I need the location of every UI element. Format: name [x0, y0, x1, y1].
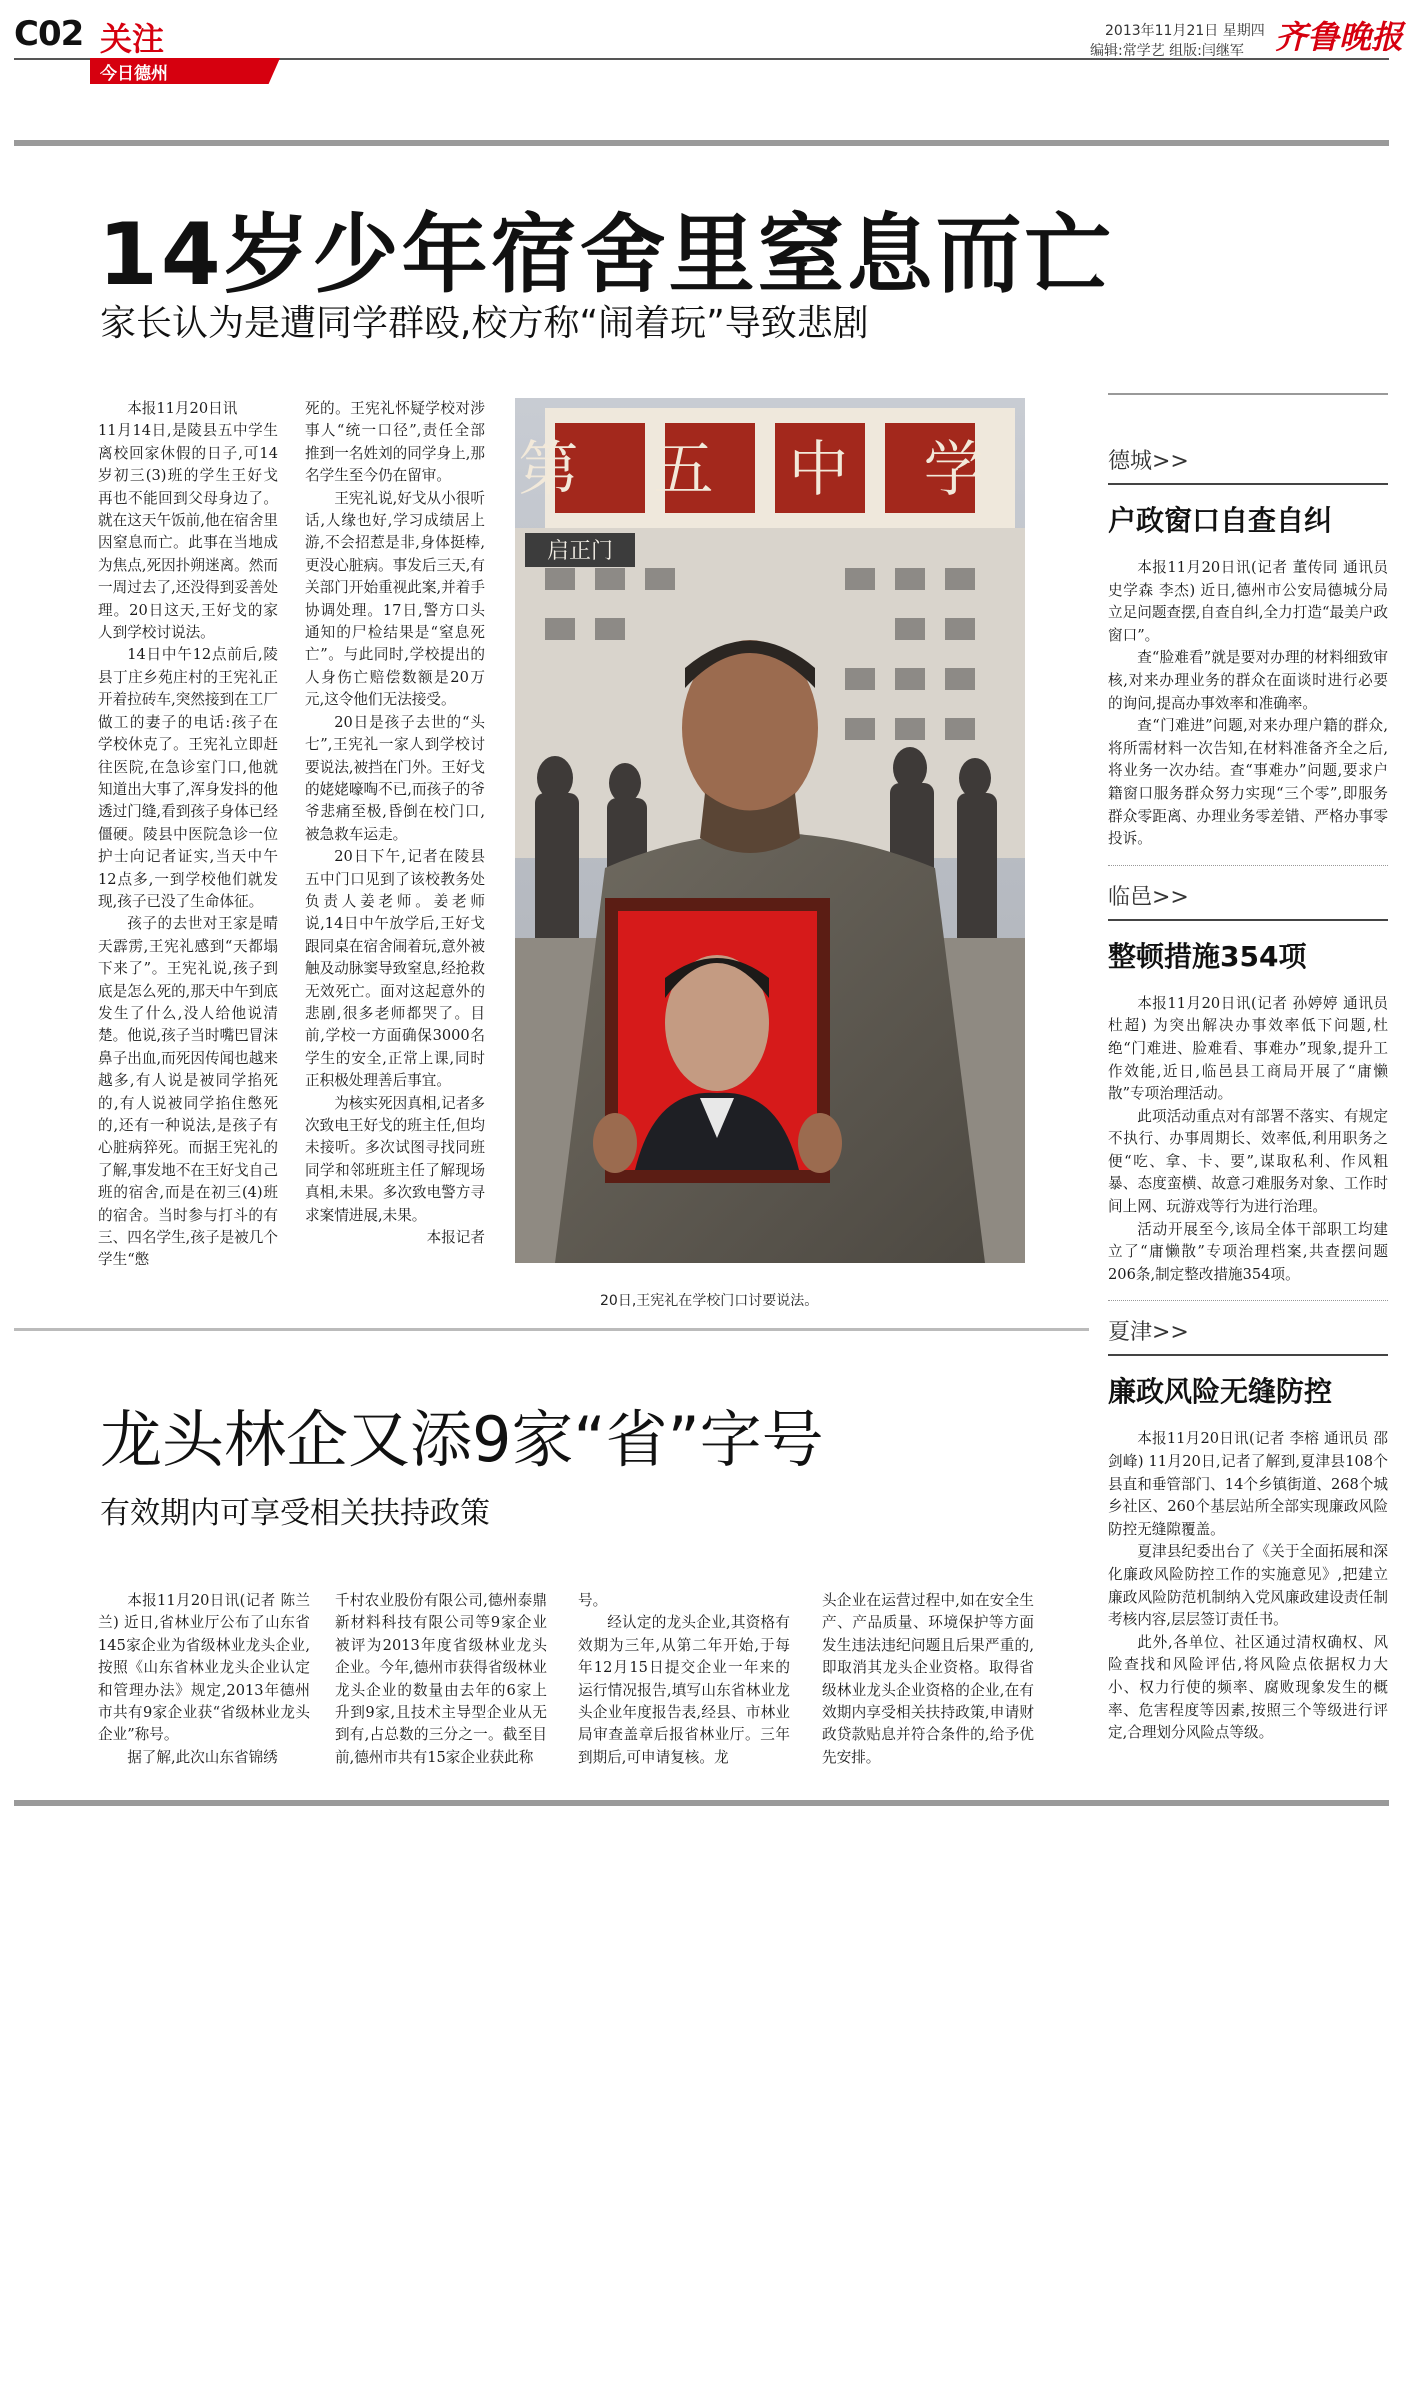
brief-body	[1108, 993, 1388, 1287]
story2-paragraph: 千村农业股份有限公司,德州泰鼎新材料科技有限公司等9家企业被评为2013年度省级林业龙头企业。今年,德州市获得省级林业龙头企业的数量由去年的6家上升到9家,且技术主导型企业从无到有,占总数的三分之一。截至目前,德州市共有15家企业获此称	[335, 1592, 547, 1766]
story2-column-4	[822, 1590, 1034, 1769]
photo-illustration	[515, 398, 1025, 1263]
story1-paragraph: 20日下午,记者在陵县五中门口见到了该校教务处负责人姜老师。姜老师说,14日中午放学后,王好戈跟同桌在宿舍闹着玩,意外被触及动脉窦导致窒息,经抢救无效死亡。面对这起意外的悲剧,很多老师都哭了。目前,学校一方面确保3000名学生的安全,正常上课,同时正积极处理善后事宜。	[305, 848, 485, 1090]
brief-title: 廉政风险无缝防控	[1108, 1375, 1333, 1409]
story1-paragraph: 20日是孩子去世的“头七”,王宪礼一家人到学校讨要说法,被挡在门外。王好戈的姥姥嚎啕不已,而孩子的爷爷悲痛至极,昏倒在校门口,被急救车运走。	[305, 713, 485, 843]
story1-subhead: 家长认为是遭同学群殴,校方称“闹着玩”导致悲剧	[100, 303, 869, 344]
brief-location: 夏津>>	[1108, 1320, 1189, 1346]
story1-column-1	[98, 398, 278, 1272]
story1-paragraph: 孩子的去世对王家是晴天霹雳,王宪礼感到“天都塌下来了”。王宪礼说,孩子到底是怎么死的,那天中午到底发生了什么,没人给他说清楚。他说,孩子当时嘴巴冒沫鼻子出血,而死因传闻也越来越多,有人说是被同学掐死的,有人说被同学掐住憋死的,还有一种说法,是孩子有心脏病猝死。而据王宪礼的了解,事发地不在王好戈自己班的宿舍,而是在初三(4)班的宿舍。当时参与打斗的有三、四名学生,孩子是被几个学生“憋	[98, 915, 278, 1269]
section-label: 关注	[100, 20, 165, 58]
brief-item	[1108, 880, 1388, 1287]
brief-item	[1108, 1315, 1388, 1744]
story1-paragraph: 为核实死因真相,记者多次致电王好戈的班主任,但均未接听。多次试图寻找同班同学和邻班班主任了解现场真相,未果。多次致电警方寻求案情进展,未果。	[305, 1094, 485, 1224]
brief-paragraph: 此项活动重点对有部署不落实、有规定不执行、办事周期长、效率低,利用职务之便“吃、拿、卡、要”,谋取私利、作风粗暴、态度蛮横、故意刁难服务对象、工作时间上网、玩游戏等行为进行治理。	[1108, 1107, 1388, 1216]
mid-divider	[14, 1328, 1089, 1331]
brief-paragraph: 查“门难进”问题,对来办理户籍的群众,将所需材料一次告知,在材料准备齐全之后,将业务一次办结。查“事难办”问题,要求户籍窗口服务群众努力实现“三个零”,即服务群众零距离、办理业务零差错、严格办事零投诉。	[1108, 717, 1388, 848]
story2-column-2	[335, 1590, 547, 1769]
story2-paragraph: 经认定的龙头企业,其资格有效期为三年,从第二年开始,于每年12月15日提交企业一年来的运行情况报告,填写山东省林业龙头企业年度报告表,经县、市林业局审查盖章后报省林业厅。三年到期后,可申请复核。龙	[578, 1614, 790, 1766]
brief-item	[1108, 444, 1388, 851]
bottom-divider	[14, 1800, 1389, 1806]
brief-separator	[1108, 865, 1388, 866]
story1-paragraph: 王宪礼说,好戈从小很听话,人缘也好,学习成绩居上游,不会招惹是非,身体挺棒,更没心脏病。事发后三天,有关部门开始重视此案,并着手协调处理。17日,警方口头通知的尸检结果是“窒息死亡”。与此同时,学校提出的人身伤亡赔偿数额是20万元,这令他们无法接受。	[305, 489, 485, 709]
newspaper-logo: 齐鲁晚报	[1275, 18, 1404, 56]
brief-paragraph: 查“脸难看”就是要对办理的材料细致审核,对来办理业务的群众在面谈时进行必要的询问,提高办事效率和准确率。	[1108, 649, 1388, 712]
photo-caption: 20日,王宪礼在学校门口讨要说法。	[600, 1293, 819, 1309]
brief-title: 户政窗口自查自纠	[1108, 504, 1333, 537]
story1-column-2	[305, 398, 485, 1249]
brief-separator	[1108, 1300, 1388, 1301]
story2-paragraph: 本报11月20日讯(记者 陈兰兰) 近日,省林业厅公布了山东省145家企业为省级林业龙头企业,按照《山东省林业龙头企业认定和管理办法》规定,2013年德州市共有9家企业获“省级林业龙头企业”称号。	[98, 1592, 310, 1744]
brief-rule	[1108, 1354, 1388, 1356]
page-code: C02	[14, 14, 84, 54]
brief-body	[1108, 557, 1388, 851]
sidebar-top-rule	[1108, 393, 1388, 395]
story2-paragraph: 号。	[578, 1592, 608, 1609]
brief-body	[1108, 1428, 1388, 1744]
brief-location: 德城>>	[1108, 449, 1189, 474]
brief-rule	[1108, 919, 1388, 921]
gate-characters: 第 五 中 学	[518, 435, 1012, 505]
brief-paragraph: 本报11月20日讯(记者 李榕 通讯员 邵剑峰) 11月20日,记者了解到,夏津县108个县直和垂管部门、14个乡镇街道、268个城乡社区、260个基层站所全部实现廉政风险防控无缝隙覆盖。	[1108, 1430, 1388, 1538]
story2-subhead: 有效期内可享受相关扶持政策	[100, 1496, 490, 1531]
brief-paragraph: 本报11月20日讯(记者 孙婷婷 通讯员 杜超) 为突出解决办事效率低下问题,杜绝“门难进、脸难看、事难办”现象,提升工作效能,近日,临邑县工商局开展了“庸懒散”专项治理活动。	[1108, 994, 1388, 1103]
sub-section-label: 今日德州	[100, 64, 168, 84]
brief-paragraph: 活动开展至今,该局全体干部职工均建立了“庸懒散”专项治理档案,共查摆问题206条,制定整改措施354项。	[1108, 1220, 1388, 1283]
story1-paragraph: 死的。王宪礼怀疑学校对涉事人“统一口径”,责任全部推到一名姓刘的同学身上,那名学生至今仍在留审。	[305, 400, 485, 485]
news-photo	[515, 398, 1025, 1263]
story1-byline: 本报记者	[426, 1229, 485, 1247]
story1-headline: 14岁少年宿舍里窒息而亡	[98, 205, 1114, 305]
brief-rule	[1108, 483, 1388, 485]
brief-location: 临邑>>	[1108, 884, 1189, 910]
story2-column-1	[98, 1590, 310, 1769]
brief-paragraph: 本报11月20日讯(记者 董传同 通讯员 史学森 李杰) 近日,德州市公安局德城分局立足问题查摆,自查自纠,全力打造“最美户政窗口”。	[1108, 559, 1388, 644]
story1-paragraph: 14日中午12点前后,陵县丁庄乡苑庄村的王宪礼正开着拉砖车,突然接到在工厂做工的妻子的电话:孩子在学校休克了。王宪礼立即赶往医院,在急诊室门口,他就知道出大事了,浑身发抖的他透过门缝,看到孩子身体已经僵硬。陵县中医院急诊一位护士向记者证实,当天中午12点多,一到学校他们就发现,孩子已没了生命体征。	[98, 646, 278, 910]
news-brief-sidebar	[1108, 440, 1388, 1745]
story1-dateline: 本报11月20日讯	[127, 400, 238, 417]
brief-title: 整顿措施354项	[1108, 939, 1307, 973]
story2-paragraph: 头企业在运营过程中,如在安全生产、产品质量、环境保护等方面发生违法违纪问题且后果严重的,即取消其龙头企业资格。取得省级林业龙头企业资格的企业,在有效期内享受相关扶持政策,申请财政贷款贴息并符合条件的,给予优先安排。	[822, 1592, 1034, 1766]
issue-date: 2013年11月21日 星期四	[1105, 23, 1265, 39]
brief-paragraph: 夏津县纪委出台了《关于全面拓展和深化廉政风险防控工作的实施意见》,把建立廉政风险防范机制纳入党风廉政建设责任制考核内容,层层签订责任书。	[1108, 1543, 1388, 1629]
editors-credit: 编辑:常学艺 组版:闫继军	[1090, 43, 1244, 59]
story2-headline: 龙头林企又添9家“省”字号	[100, 1403, 824, 1476]
top-divider	[14, 140, 1389, 146]
story2-paragraph: 据了解,此次山东省锦绣	[127, 1748, 278, 1766]
story2-column-3	[578, 1590, 790, 1769]
gate-sign-text: 启正门	[546, 539, 614, 564]
story1-paragraph: 11月14日,是陵县五中学生离校回家休假的日子,可14岁初三(3)班的学生王好戈再也不能回到父母身边了。就在这天午饭前,他在宿舍里因窒息而亡。此事在当地成为焦点,死因扑朔迷离。然而一周过去了,还没得到妥善处理。20日这天,王好戈的家人到学校讨说法。	[98, 422, 278, 642]
brief-paragraph: 此外,各单位、社区通过清权确权、风险查找和风险评估,将风险点依据权力大小、权力行使的频率、腐败现象发生的概率、危害程度等因素,按照三个等级进行评定,合理划分风险点等级。	[1108, 1633, 1388, 1742]
